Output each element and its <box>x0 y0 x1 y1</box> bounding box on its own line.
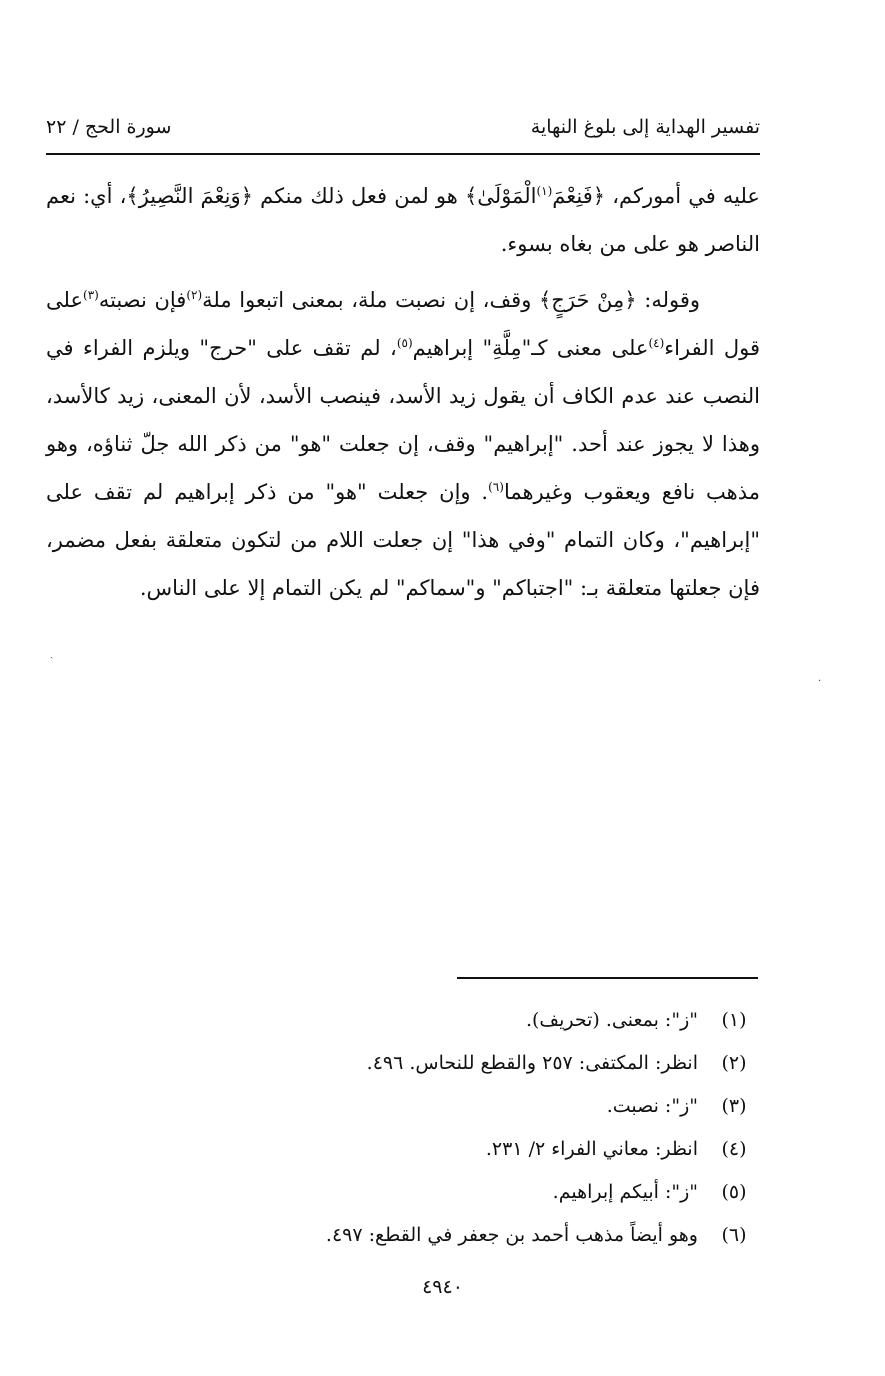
footnote-ref-2: (٢) <box>186 288 203 302</box>
footnote-item <box>46 1129 760 1172</box>
footnote-text: انظر: معاني الفراء ٢/ ٢٣١. <box>485 1138 698 1160</box>
paragraph-2 <box>46 276 760 612</box>
footnote-item <box>46 1086 760 1129</box>
footnote-number: (٣) <box>721 1095 747 1117</box>
running-header <box>46 112 760 152</box>
main-text <box>46 172 760 620</box>
book-title: تفسير الهداية إلى بلوغ النهاية <box>530 116 760 138</box>
p2-text-a: وقوله: <box>636 288 700 312</box>
p2-text-d: على قول الفراء <box>46 288 760 360</box>
footnote-item <box>46 1043 760 1086</box>
footnote-divider <box>457 977 758 979</box>
scan-speck: · <box>818 676 822 687</box>
footnote-text: انظر: المكتفى: ٢٥٧ والقطع للنحاس. ٤٩٦. <box>366 1052 698 1074</box>
footnote-ref-1: (١) <box>536 184 553 198</box>
footnote-ref-4: (٤) <box>648 336 665 350</box>
p1-text-a: عليه في أموركم، <box>605 184 760 208</box>
footnote-ref-3: (٣) <box>83 288 99 302</box>
footnote-number: (٤) <box>721 1138 747 1160</box>
p1-text-b: هو لمن فعل ذلك منكم <box>252 184 465 208</box>
p2-text-c: فإن نصبته <box>98 288 187 312</box>
scan-speck: ˎ <box>50 648 54 659</box>
footnote-ref-6: (٦) <box>488 480 504 494</box>
p2-text-f: ، لم تقف على "حرج" ويلزم الفراء في النصب عند عدم الكاف أن يقول زيد الأسد، فينصب الأسد، لأن المعنى، زيد كالأسد، وهذا لا يجوز عند أحد. "إبراهيم" وقف، إن جعلت "هو" من ذكر الله جلّ ثناؤه، وهو مذهب نافع ويعقوب وغيرهما <box>46 336 761 504</box>
footnote-number: (٥) <box>721 1181 747 1203</box>
header-divider <box>46 153 760 155</box>
footnote-ref-5: (٥) <box>396 336 413 350</box>
footnote-number: (٦) <box>721 1224 747 1246</box>
p2-text-b: وقف، إن نصبت ملة، بمعنى اتبعوا ملة <box>202 288 539 312</box>
footnote-item <box>46 1172 760 1215</box>
footnote-text: "ز": بمعنى. (تحريف). <box>525 1009 698 1031</box>
p2-text-g: . وإن جعلت "هو" من ذكر إبراهيم لم تقف على "إبراهيم"، وكان التمام "وفي هذا" إن جعلت اللام من لتكون متعلقة بفعل مضمر، فإن جعلتها متعلقة بـ: "اجتباكم" و"سماكم" لم يكن التمام إلا على الناس. <box>46 480 760 600</box>
quran-quote-1: ﴿فَنِعْمَ <box>552 184 606 208</box>
surah-reference: سورة الحج / ٢٢ <box>46 116 172 138</box>
page-number: ٤٩٤٠ <box>422 1276 463 1298</box>
quran-quote-1b: الْمَوْلَىٰ﴾ <box>465 184 537 208</box>
footnote-item <box>46 1215 760 1258</box>
quran-quote-3: ﴿مِنْ حَرَجٍ﴾ <box>539 288 637 312</box>
footnote-text: "ز": نصبت. <box>606 1095 698 1117</box>
footnote-number: (١) <box>721 1009 747 1031</box>
quran-quote-2: ﴿وَنِعْمَ النَّصِيرُ﴾ <box>126 184 253 208</box>
p2-text-e: على معنى كـ"مِلَّةِ" إبراهيم <box>412 336 649 360</box>
footnote-item <box>46 1000 760 1043</box>
p1-text-c: ، أي: نعم الناصر هو على من بغاه بسوء. <box>46 184 760 256</box>
paragraph-1 <box>46 172 760 268</box>
footnotes <box>46 1000 760 1258</box>
footnote-number: (٢) <box>721 1052 747 1074</box>
footnote-text: "ز": أبيكم إبراهيم. <box>552 1181 698 1203</box>
footnote-text: وهو أيضاً مذهب أحمد بن جعفر في القطع: ٤٩٧. <box>325 1224 698 1246</box>
